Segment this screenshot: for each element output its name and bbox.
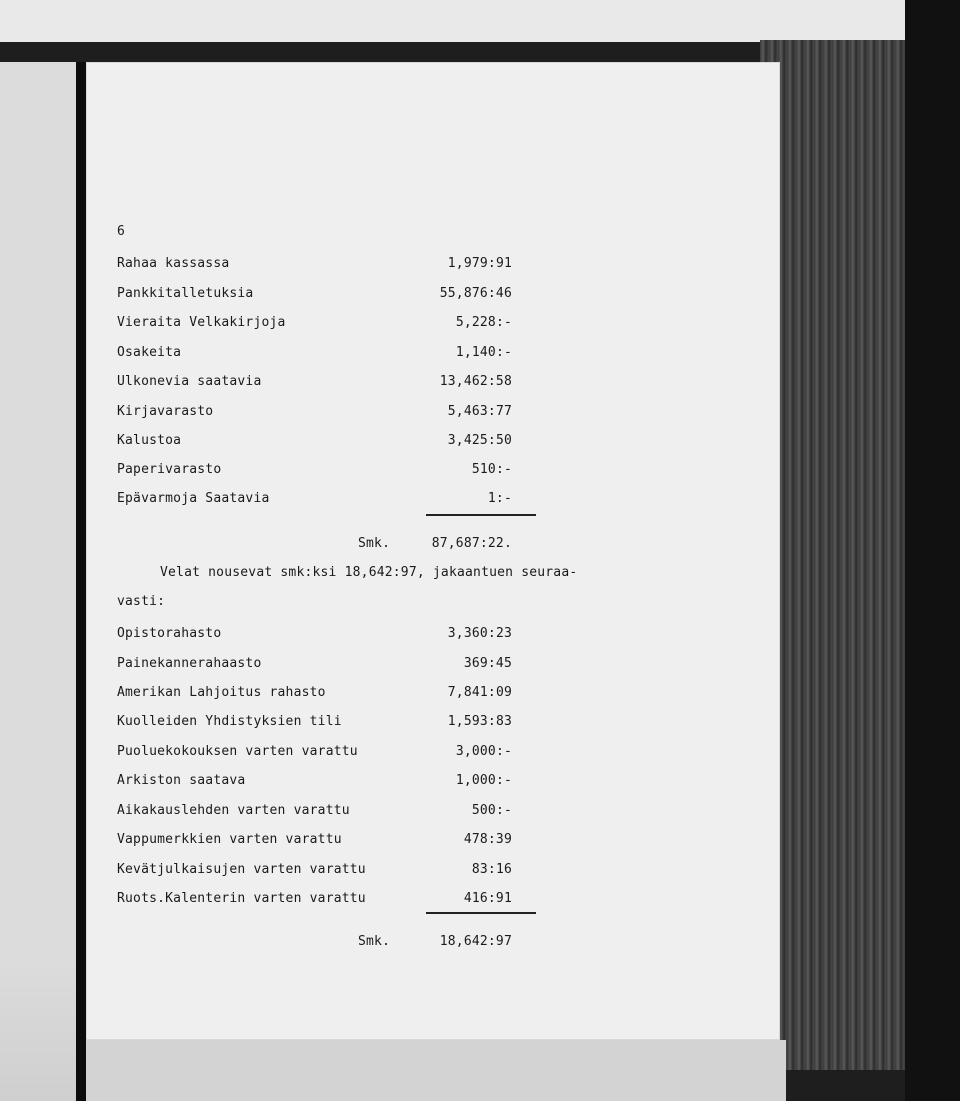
underlying-page-strip <box>86 1040 786 1101</box>
scan-top-margin <box>0 0 960 42</box>
liabilities-total-amount: 18,642:97 <box>439 934 512 949</box>
asset-label: Vieraita Velkakirjoja <box>117 315 286 330</box>
page-number: 6 <box>117 224 126 239</box>
liability-amount: 416:91 <box>463 891 512 906</box>
asset-amount: 55,876:46 <box>439 286 512 301</box>
liabilities-intro-line-1: Velat nousevat smk:ksi 18,642:97, jakaantuen seuraa- <box>160 565 578 580</box>
liability-label: Painekannerahaasto <box>117 656 262 671</box>
asset-label: Epävarmoja Saatavia <box>117 491 270 506</box>
asset-label: Kalustoa <box>117 433 182 448</box>
assets-total-label: Smk. <box>358 536 391 551</box>
asset-label: Osakeita <box>117 345 182 360</box>
liability-amount: 3,000:- <box>455 744 512 759</box>
liability-label: Ruots.Kalenterin varten varattu <box>117 891 366 906</box>
liability-amount: 500:- <box>471 803 512 818</box>
liability-label: Kuolleiden Yhdistyksien tili <box>117 714 342 729</box>
asset-label: Ulkonevia saatavia <box>117 374 262 389</box>
asset-label: Paperivarasto <box>117 462 222 477</box>
asset-label: Kirjavarasto <box>117 404 214 419</box>
liability-label: Vappumerkkien varten varattu <box>117 832 342 847</box>
liability-label: Opistorahasto <box>117 626 222 641</box>
assets-total-amount: 87,687:22. <box>431 536 512 551</box>
liability-amount: 1,593:83 <box>447 714 512 729</box>
liability-label: Arkiston saatava <box>117 773 246 788</box>
liability-amount: 1,000:- <box>455 773 512 788</box>
asset-amount: 3,425:50 <box>447 433 512 448</box>
asset-amount: 510:- <box>471 462 512 477</box>
liability-amount: 369:45 <box>463 656 512 671</box>
asset-amount: 1,140:- <box>455 345 512 360</box>
book-spine-shadow <box>76 62 86 1101</box>
asset-amount: 1,979:91 <box>447 256 512 271</box>
document-page <box>86 62 780 1040</box>
liabilities-total-rule <box>426 912 536 914</box>
liability-amount: 7,841:09 <box>447 685 512 700</box>
assets-total-rule <box>426 514 536 516</box>
asset-amount: 1:- <box>487 491 512 506</box>
asset-label: Rahaa kassassa <box>117 256 230 271</box>
asset-amount: 13,462:58 <box>439 374 512 389</box>
liability-amount: 3,360:23 <box>447 626 512 641</box>
book-cover-edge <box>905 0 960 1101</box>
liability-amount: 478:39 <box>463 832 512 847</box>
asset-label: Pankkitalletuksia <box>117 286 254 301</box>
asset-amount: 5,463:77 <box>447 404 512 419</box>
liabilities-total-label: Smk. <box>358 934 391 949</box>
liabilities-intro-line-2: vasti: <box>117 594 166 609</box>
liability-amount: 83:16 <box>471 862 512 877</box>
liability-label: Amerikan Lahjoitus rahasto <box>117 685 326 700</box>
liability-label: Kevätjulkaisujen varten varattu <box>117 862 366 877</box>
liability-label: Aikakauslehden varten varattu <box>117 803 350 818</box>
liability-label: Puoluekokouksen varten varattu <box>117 744 358 759</box>
asset-amount: 5,228:- <box>455 315 512 330</box>
